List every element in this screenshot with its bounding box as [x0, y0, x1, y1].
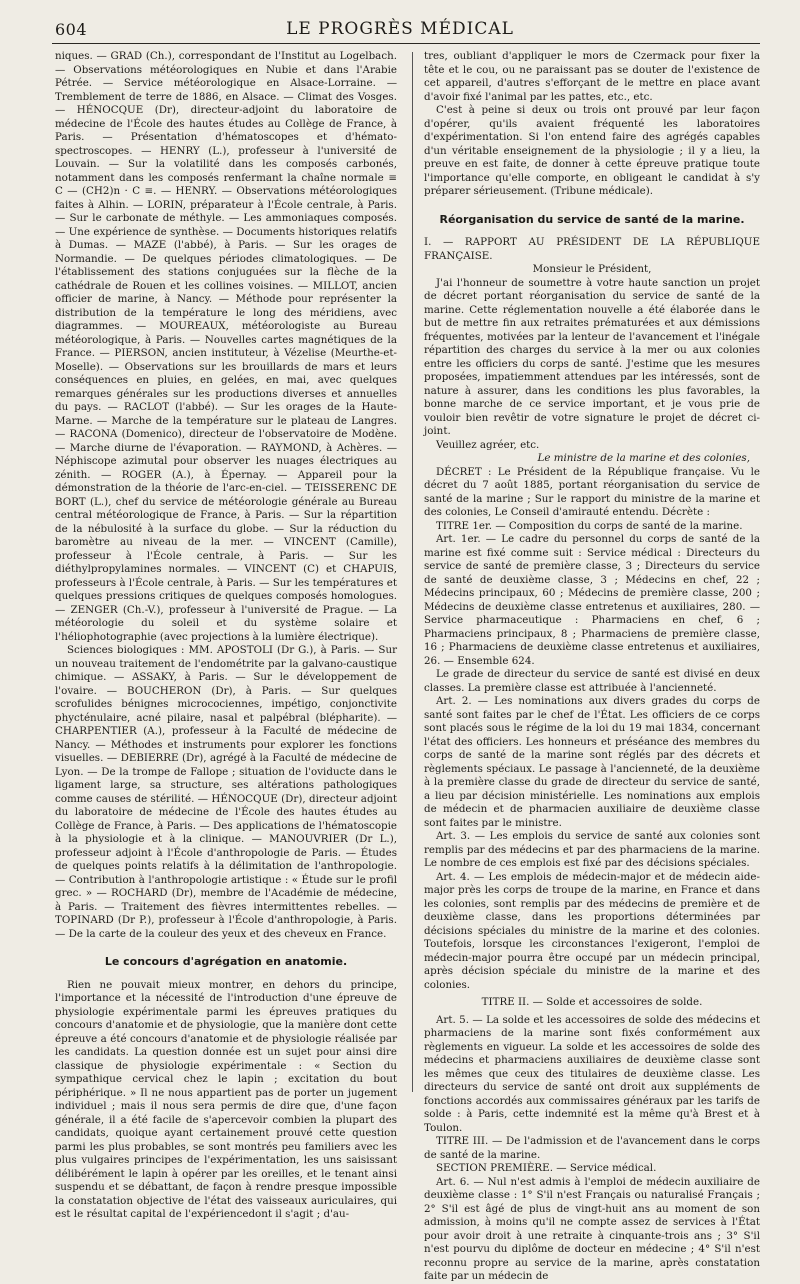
title-one: TITRE 1er. — Composition du corps de santé de la marine. [436, 519, 743, 532]
meteorology-list: niques. — GRAD (Ch.), correspondant de l'Institut au Logelbach. — Observations météorologiques en Nubie et dans l'Arabie Pétrée. — Service météorologique en Alsace-Lorraine. — Tremblement de terre de 1886, en Alsace. — Climat des Vosges. — HÉNOCQUE (Dr), directeur-adjoint du laboratoire de médecine de l'École des hautes études au Collège de France, à Paris. — Présentation d'hématoscopes et d'hémato-spectroscopes. — HENRY (L.), professeur à l'université de Louvain. — Sur la volatilité dans les composés carbonés, notamment dans les composés renfermant la chaîne normale ≡ C — (CH2)n · C ≡. — HENRY. — Observations météorologiques faites à Alhin. — LORIN, préparateur à l'École centrale, à Paris. — Sur le carbonate de méthyle. — Les ammoniaques composés. — Une expérience de synthèse. — Documents historiques relatifs à Dumas. — MAZE (l'abbé), à Paris. — Sur les orages de Normandie. — De quelques périodes climatologiques. — De l'établissement des stations conjuguées sur la flèche de la cathédrale de Rouen et les collines voisines. — MILLOT, ancien officier de marine, à Nancy. — Méthode pour représenter la distribution de la température le long des méridiens, avec diagrammes. — MOUREAUX, météorologiste au Bureau météorologique, à Paris. — Nouvelles cartes magnétiques de la France. — PIERSON, ancien instituteur, à Vézelise (Meurthe-et-Moselle). — Observations sur les brouillards de mars et leurs conséquences en pluies, en gelées, en mai, avec quelques remarques générales sur les productions diverses et annuelles du pays. — RACLOT (l'abbé). — Sur les orages de la Haute-Marne. — Marche de la température sur le plateau de Langres. — RACONA (Domenico), directeur de l'observatoire de Modène. — Marche diurne de l'évaporation. — RAYMOND, à Achères. — Néphiscope azimutal pour observer les nuages électriques au zénith. — ROGER (A.), à Épernay. — Appareil pour la démonstration de la théorie de l'arc-en-ciel. — TEISSERENC DE BORT (L.), chef du service de météorologie générale au Bureau central météorologique de France, à Paris. — Sur la répartition de la nébulosité à la surface du globe. — Sur la réduction du baromètre au niveau de la mer. — VINCENT (Camille), professeur à l'École centrale, à Paris. — Sur les diéthylpropylamines normales. — VINCENT (C) et CHAPUIS, professeurs à l'École centrale, à Paris. — Sur les températures et quelques pressions critiques de quelques composés homologues. — ZENGER (Ch.-V.), professeur à l'université de Prague. — La météorologie du soleil et du système solaire et l'héliophotographie (avec projections à la lumière électrique). [55, 50, 397, 643]
director-grade: Le grade de directeur du service de santé est divisé en deux classes. La première classe est attribuée à l'ancienneté. [424, 668, 760, 694]
continuation-paragraph: tres, oubliant d'appliquer le mors de Czermack pour fixer la tête et le cou, ou ne paraissant pas se douter de l'existence de cet appareil, d'autres s'efforçant de le mettre en place avant d'avoir fixé l'animal par les pattes, etc., etc. [424, 50, 760, 103]
right-column [424, 50, 760, 1282]
conclusion-paragraph: C'est à peine si deux ou trois ont prouvé par leur façon d'opérer, qu'ils avaient fréquenté les laboratoires d'expérimentation. Si l'on entend faire des agrégés capables d'un véritable enseignement de la physiologie ; il y a lieu, la preuve en est faite, de donner à cette épreuve pratique toute l'importance qu'elle comporte, en obligeant le candidat à s'y préparer sérieusement. (Tribune médicale). [424, 104, 760, 197]
title-three: TITRE III. — De l'admission et de l'avancement dans le corps de santé de la marine. [424, 1135, 760, 1161]
left-column [55, 50, 397, 1220]
report-closing: Veuillez agréer, etc. [436, 438, 540, 451]
article-6: Art. 6. — Nul n'est admis à l'emploi de médecin auxiliaire de deuxième classe : 1° S'il n'est Français ou naturalisé Français ; 2° S'il est âgé de plus de vingt-huit ans au moment de son admission, à moins qu'il ne compte assez de services à l'État pour avoir droit à une retraite à cinquante-trois ans ; 3° S'il n'est pourvu du diplôme de docteur en médecine ; 4° S'il n'est reconnu propre au service de la marine, après constatation faite par un médecin de [424, 1175, 760, 1282]
anatomy-contest-text: Rien ne pouvait mieux montrer, en dehors du principe, l'importance et la nécessité de l'introduction d'une épreuve de physiologie expérimentale parmi les épreuves pratiques du concours d'anatomie et de physiologie, que la manière dont cette épreuve a été concours d'anatomie et de physiologie réalisée par les candidats. La question donnée est un sujet pour ainsi dire classique de physiologie expérimentale : « Section du sympathique cervical chez le lapin ; excitation du bout périphérique. » Il ne nous appartient pas de porter un jugement individuel ; mais il nous sera permis de dire que, d'une façon générale, il a été facile de s'apercevoir combien la plupart des candidats, quoique ayant certainement prouvé cette question parmi les plus probables, se sont montrés peu familiers avec les plus vulgaires principes de l'expérimentation, les uns saisissant délibérément le lapin à opérer par les oreilles, et le tenant ainsi suspendu et se débattant, de façon à rendre presque impossible la constatation objective de l'état des vaisseaux auriculaires, qui est le résultat capital de l'expériencedont il s'agit ; d'au- [55, 978, 397, 1220]
article-4: Art. 4. — Les emplois de médecin-major et de médecin aide-major près les corps de troupe de la marine, en France et dans les colonies, sont remplis par des médecins de première et de deuxième classe, dans les proportions déterminées par décisions spéciales du ministre de la marine et des colonies. Toutefois, lorsque les circonstances l'exigeront, l'emploi de médecin-major pourra être occupé par un médecin principal, après décision spéciale du ministre de la marine et des colonies. [424, 870, 760, 991]
reorganisation-heading: Réorganisation du service de santé de la marine. [439, 212, 745, 226]
title-two: TITRE II. — Solde et accessoires de solde. [481, 996, 703, 1008]
biology-list: Sciences biologiques : MM. APOSTOLI (Dr G.), à Paris. — Sur un nouveau traitement de l'endométrite par la galvano-caustique chimique. — ASSAKY, à Paris. — Sur le développement de l'ovaire. — BOUCHERON (Dr), à Paris. — Sur quelques scrofulides bénignes microcociennes, impétigo, conjonctivite phycténulaire, acné pilaire, nasal et palpébral (blépharite). — CHARPENTIER (A.), professeur à la Faculté de médecine de Nancy. — Méthodes et instruments pour explorer les fonctions visuelles. — DEBIERRE (Dr), agrégé à la Faculté de médecine de Lyon. — De la trompe de Fallope ; situation de l'oviducte dans le ligament large, sa structure, ses altérations pathologiques comme causes de stérilité. — HÉNOCQUE (Dr), directeur adjoint du laboratoire de médecine de l'École des hautes études au Collège de France, à Paris. — Des applications de l'hématoscopie à la physiologie et à la clinique. — MANOUVRIER (Dr L.), professeur adjoint à l'École d'anthropologie de Paris. — Études de quelques points relatifs à la délimitation de l'anthropologie. — Contribution à l'anthropologie artistique : « Étude sur le profil grec. » — ROCHARD (Dr), membre de l'Académie de médecine, à Paris. — Traitement des fièvres intermittentes rebelles. — TOPINARD (Dr P.), professeur à l'École d'anthropologie, à Paris. — De la carte de la couleur des yeux et des cheveux en France. [55, 644, 397, 940]
report-title: I. — RAPPORT AU PRÉSIDENT DE LA RÉPUBLIQUE FRANÇAISE. [424, 236, 760, 262]
article-5: Art. 5. — La solde et les accessoires de solde des médecins et pharmaciens de la marine sont fixés conformément aux règlements en vigueur. La solde et les accessoires de solde des médecins et pharmaciens auxiliaires de deuxième classe sont les mêmes que ceux des titulaires de deuxième classe. Les directeurs du service de santé ont droit aux suppléments de fonctions accordés aux commissaires généraux par les tarifs de solde : à Paris, cette indemnité est la même qu'à Brest et à Toulon. [424, 1013, 760, 1134]
page-number: 604 [55, 20, 88, 39]
report-body: J'ai l'honneur de soumettre à votre haute sanction un projet de décret portant réorganisation du service de santé de la marine. Cette réglementation nouvelle a été élaborée dans le but de mettre fin aux retraites prématurées et aux démissions fréquentes, motivées par la lenteur de l'avancement et l'inégale répartition des charges du service à la mer ou aux colonies entre les officiers du corps de santé. J'estime que les mesures proposées, impatiemment attendues par les intéressés, sont de nature à assurer, dans les conditions les plus favorables, la bonne marche de ce service important, et je vous prie de vouloir bien revêtir de votre signature le projet de décret ci-joint. [424, 276, 760, 437]
article-1: Art. 1er. — Le cadre du personnel du corps de santé de la marine est fixé comme suit : Service médical : Directeurs du service de santé de première classe, 3 ; Directeurs du service de santé de deuxième classe, 3 ; Médecins en chef, 22 ; Médecins principaux, 60 ; Médecins de première classe, 200 ; Médecins de deuxième classe entretenus et auxiliaires, 280. — Service pharmaceutique : Pharmaciens en chef, 6 ; Pharmaciens principaux, 8 ; Pharmaciens de première classe, 16 ; Pharmaciens de deuxième classe entretenus et auxiliaires, 26. — Ensemble 624. [424, 533, 760, 667]
article-3: Art. 3. — Les emplois du service de santé aux colonies sont remplis par des médecins et par des pharmaciens de la marine. Le nombre de ces emplois est fixé par des décisions spéciales. [424, 830, 760, 869]
decree-preamble: DÉCRET : Le Président de la République française. Vu le décret du 7 août 1885, portant réorganisation du service de santé de la marine ; Sur le rapport du ministre de la marine et des colonies, Le Conseil d'amirauté entendu. Décrète : [424, 465, 760, 518]
header-rule [52, 43, 760, 44]
salutation: Monsieur le Président, [532, 263, 652, 275]
column-divider [412, 52, 413, 1092]
article-2: Art. 2. — Les nominations aux divers grades du corps de santé sont faites par le chef de l'État. Les officiers de ce corps sont placés sous le régime de la loi du 19 mai 1834, concernant l'état des officiers. Les honneurs et préséance des membres du corps de santé de la marine sont réglés par des décrets et règlements spéciaux. Le passage à l'ancienneté, de la deuxième à la première classe du grade de directeur du service de santé, a lieu par décision ministérielle. Les nominations aux emplois de médecin et de pharmacien auxiliaire de deuxième classe sont faites par le ministre. [424, 695, 760, 829]
anatomy-contest-heading: Le concours d'agrégation en anatomie. [104, 955, 348, 968]
journal-title: LE PROGRÈS MÉDICAL [286, 19, 514, 39]
section-one: SECTION PREMIÈRE. — Service médical. [436, 1162, 657, 1174]
minister-signature: Le ministre de la marine et des colonies, [537, 452, 750, 464]
